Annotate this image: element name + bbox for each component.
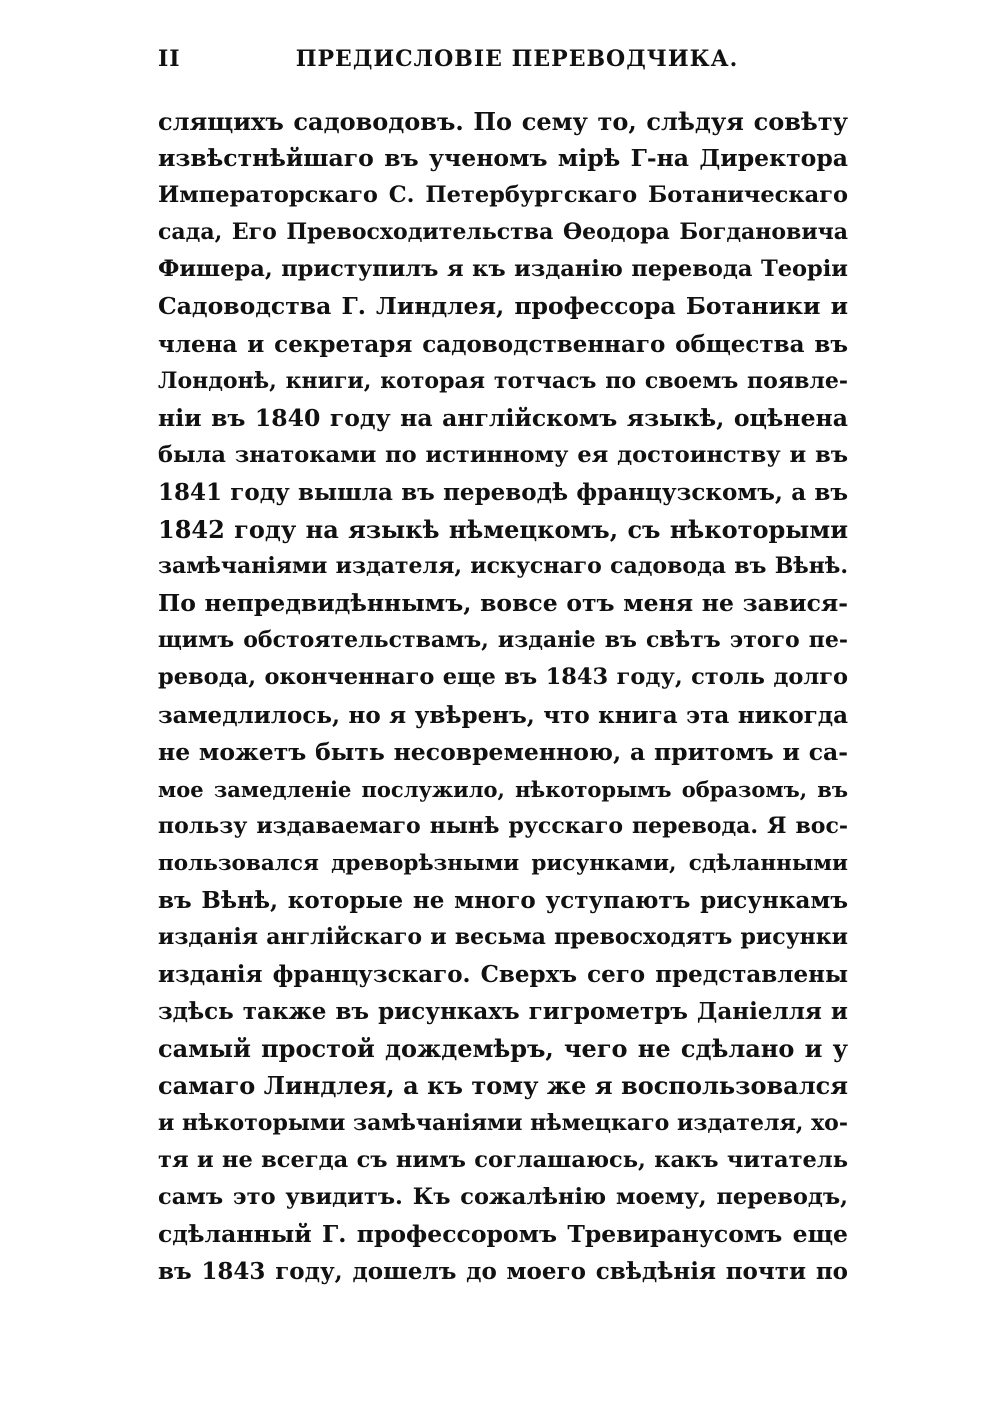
text-line: здѣсь также въ рисункахъ гигрометръ Даніелля и: [158, 998, 848, 1026]
page-number: II: [158, 46, 181, 72]
text-line: была знатоками по истинному ея достоинству и въ: [158, 441, 848, 468]
text-line: самъ это увидитъ. Къ сожалѣнію моему, переводъ,: [158, 1183, 848, 1210]
text-line: замѣчаніями издателя, искуснаго садовода въ Вѣнѣ.: [158, 553, 848, 580]
text-line: ніи въ 1840 году на англійскомъ языкѣ, оцѣнена: [158, 403, 848, 432]
text-line: Императорскаго С. Петербургскаго Ботаническаго: [158, 182, 848, 209]
text-line: слящихъ садоводовъ. По сему то, слѣдуя совѣту: [158, 107, 848, 136]
text-line: изданія французскаго. Сверхъ сего представлены: [158, 961, 848, 989]
text-line: Садоводства Г. Линдлея, профессора Ботаники и: [158, 292, 848, 321]
text-line: мое замедленіе послужило, нѣкоторымъ образомъ, въ: [158, 776, 848, 802]
text-line: тя и не всегда съ нимъ соглашаюсь, какъ читатель: [158, 1146, 848, 1173]
text-line: изданія англійскаго и весьма превосходятъ рисунки: [158, 924, 848, 951]
text-line: пользу издаваемаго нынѣ русскаго перевода. Я вос-: [158, 812, 848, 839]
text-line: 1841 году вышла въ переводѣ французскомъ, а въ: [158, 478, 848, 506]
body-text: [158, 103, 848, 1290]
text-line: члена и секретаря садоводственнаго общества въ: [158, 330, 848, 358]
text-line: сдѣланный Г. профессоромъ Тревиранусомъ еще: [158, 1219, 848, 1248]
text-line: извѣстнѣйшаго въ ученомъ мірѣ Г-на Директора: [158, 144, 848, 173]
text-line: въ 1843 году, дошелъ до моего свѣдѣнія почти по: [158, 1257, 848, 1285]
text-line: сада, Его Превосходительства Ѳеодора Богдановича: [158, 219, 848, 246]
text-line: По непредвидѣннымъ, вовсе отъ меня не завися-: [158, 589, 848, 618]
text-line: и нѣкоторыми замѣчаніями нѣмецкаго издателя, хо-: [158, 1109, 848, 1136]
text-line: въ Вѣнѣ, которые не много уступаютъ рисункамъ: [158, 886, 848, 914]
text-line: ревода, оконченнаго еще въ 1843 году, столь долго: [158, 664, 848, 691]
running-title: ПРЕДИСЛОВІЕ ПЕРЕВОДЧИКА.: [295, 46, 739, 72]
text-line: Лондонѣ, книги, которая тотчасъ по своемъ появле-: [158, 367, 848, 394]
text-line: замедлилось, но я увѣренъ, что книга эта никогда: [158, 701, 848, 729]
text-line: щимъ обстоятельствамъ, изданіе въ свѣтъ этого пе-: [158, 627, 848, 654]
text-line: пользовался древорѣзными рисунками, сдѣланными: [158, 850, 848, 876]
text-line: самый простой дождемѣръ, чего не сдѣлано и у: [158, 1034, 848, 1064]
page-header: [158, 46, 848, 80]
text-line: самаго Линдлея, а къ тому же я воспользовался: [158, 1071, 848, 1101]
text-line: 1842 году на языкѣ нѣмецкомъ, съ нѣкоторыми: [158, 515, 848, 545]
text-line: Фишера, приступилъ я къ изданію перевода Теоріи: [158, 256, 848, 283]
text-line: не можетъ быть несовременною, а притомъ и са-: [158, 737, 848, 766]
